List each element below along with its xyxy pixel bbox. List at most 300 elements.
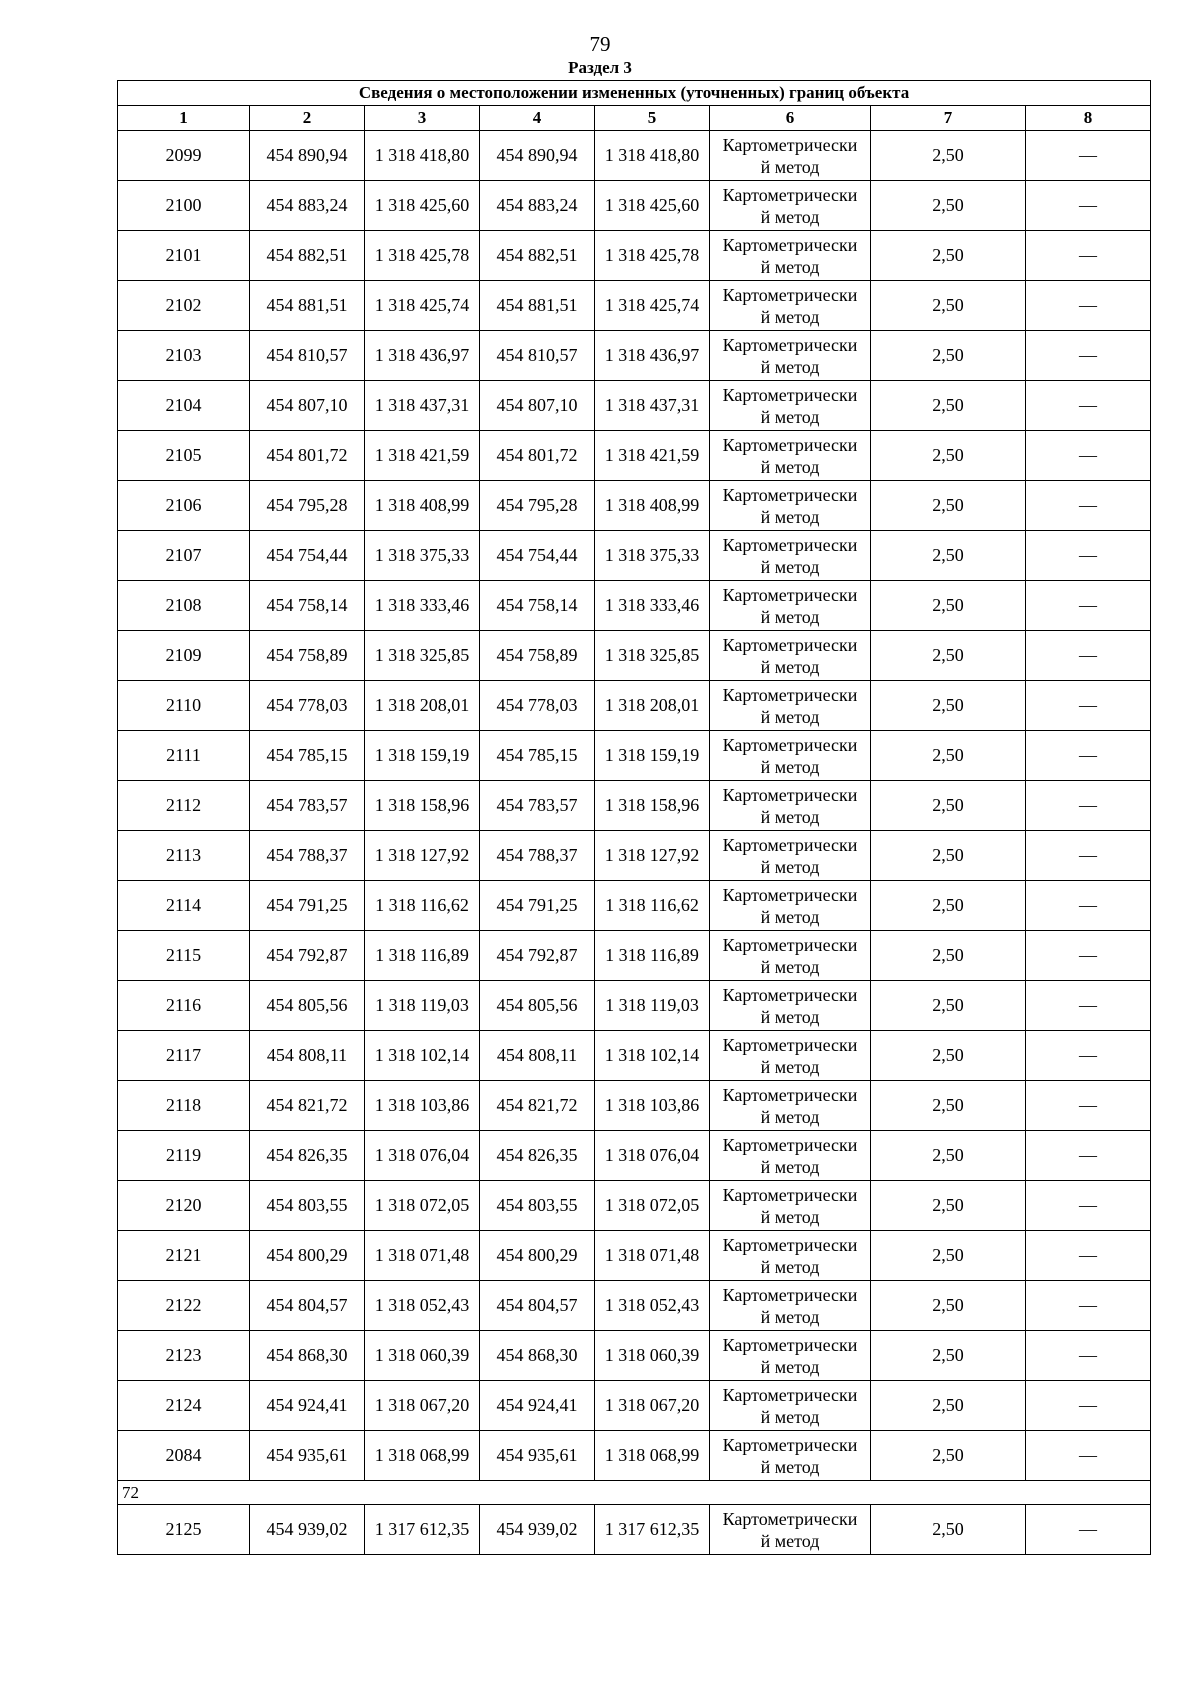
accuracy-cell: 2,50 xyxy=(871,1181,1026,1231)
y-new-cell: 1 318 116,62 xyxy=(595,881,710,931)
method-text: й метод xyxy=(760,1530,820,1551)
method-text: Картометрически xyxy=(722,534,858,555)
y-new-cell: 1 318 067,20 xyxy=(595,1381,710,1431)
x-old-cell: 454 754,44 xyxy=(250,531,365,581)
method-text: й метод xyxy=(760,956,820,977)
y-new-cell: 1 317 612,35 xyxy=(595,1505,710,1555)
method-cell xyxy=(710,981,871,1031)
note-cell: — xyxy=(1026,281,1151,331)
y-old-cell: 1 318 333,46 xyxy=(365,581,480,631)
method-text: й метод xyxy=(760,1206,820,1227)
x-old-cell: 454 810,57 xyxy=(250,331,365,381)
note-cell: — xyxy=(1026,531,1151,581)
method-text: й метод xyxy=(760,1306,820,1327)
method-text: й метод xyxy=(760,806,820,827)
y-old-cell: 1 318 159,19 xyxy=(365,731,480,781)
y-new-cell: 1 318 060,39 xyxy=(595,1331,710,1381)
method-cell xyxy=(710,731,871,781)
point-number-cell: 2109 xyxy=(118,631,250,681)
x-old-cell: 454 803,55 xyxy=(250,1181,365,1231)
y-old-cell: 1 318 418,80 xyxy=(365,131,480,181)
method-text: й метод xyxy=(760,1256,820,1277)
x-new-cell: 454 788,37 xyxy=(480,831,595,881)
method-text: й метод xyxy=(760,756,820,777)
point-number-cell: 2111 xyxy=(118,731,250,781)
point-number-cell: 2099 xyxy=(118,131,250,181)
method-text: Картометрически xyxy=(722,434,858,455)
table-row xyxy=(118,831,1151,881)
accuracy-cell: 2,50 xyxy=(871,231,1026,281)
method-text: й метод xyxy=(760,1006,820,1027)
x-old-cell: 454 939,02 xyxy=(250,1505,365,1555)
method-text: Картометрически xyxy=(722,684,858,705)
method-text: й метод xyxy=(760,606,820,627)
method-cell xyxy=(710,931,871,981)
point-number-cell: 2100 xyxy=(118,181,250,231)
accuracy-cell: 2,50 xyxy=(871,1081,1026,1131)
method-text: й метод xyxy=(760,656,820,677)
note-cell: — xyxy=(1026,631,1151,681)
x-new-cell: 454 826,35 xyxy=(480,1131,595,1181)
accuracy-cell: 2,50 xyxy=(871,1505,1026,1555)
method-text: й метод xyxy=(760,506,820,527)
column-header-2: 2 xyxy=(250,106,365,131)
column-header-3: 3 xyxy=(365,106,480,131)
point-number-cell: 2108 xyxy=(118,581,250,631)
y-old-cell: 1 318 060,39 xyxy=(365,1331,480,1381)
method-cell xyxy=(710,631,871,681)
x-new-cell: 454 808,11 xyxy=(480,1031,595,1081)
method-text: Картометрически xyxy=(722,134,858,155)
method-text: Картометрически xyxy=(722,984,858,1005)
x-old-cell: 454 792,87 xyxy=(250,931,365,981)
boundary-coordinates-table xyxy=(117,80,1151,1555)
y-new-cell: 1 318 437,31 xyxy=(595,381,710,431)
y-new-cell: 1 318 421,59 xyxy=(595,431,710,481)
method-text: Картометрически xyxy=(722,1284,858,1305)
x-new-cell: 454 758,89 xyxy=(480,631,595,681)
y-new-cell: 1 318 102,14 xyxy=(595,1031,710,1081)
x-new-cell: 454 801,72 xyxy=(480,431,595,481)
accuracy-cell: 2,50 xyxy=(871,1231,1026,1281)
method-text: Картометрически xyxy=(722,584,858,605)
y-new-cell: 1 318 076,04 xyxy=(595,1131,710,1181)
method-text: Картометрически xyxy=(722,484,858,505)
method-text: Картометрически xyxy=(722,234,858,255)
point-number-cell: 2107 xyxy=(118,531,250,581)
x-old-cell: 454 881,51 xyxy=(250,281,365,331)
accuracy-cell: 2,50 xyxy=(871,781,1026,831)
point-number-cell: 2114 xyxy=(118,881,250,931)
table-row xyxy=(118,581,1151,631)
column-header-1: 1 xyxy=(118,106,250,131)
point-number-cell: 2125 xyxy=(118,1505,250,1555)
x-new-cell: 454 807,10 xyxy=(480,381,595,431)
y-old-cell: 1 318 076,04 xyxy=(365,1131,480,1181)
x-new-cell: 454 791,25 xyxy=(480,881,595,931)
method-cell xyxy=(710,531,871,581)
table-row xyxy=(118,231,1151,281)
method-cell xyxy=(710,1331,871,1381)
x-new-cell: 454 805,56 xyxy=(480,981,595,1031)
method-text: й метод xyxy=(760,1156,820,1177)
point-number-cell: 2119 xyxy=(118,1131,250,1181)
note-cell: — xyxy=(1026,1505,1151,1555)
x-old-cell: 454 795,28 xyxy=(250,481,365,531)
table-row xyxy=(118,1081,1151,1131)
x-new-cell: 454 783,57 xyxy=(480,781,595,831)
x-old-cell: 454 924,41 xyxy=(250,1381,365,1431)
table-row xyxy=(118,1381,1151,1431)
table-row xyxy=(118,531,1151,581)
method-cell xyxy=(710,481,871,531)
method-text: й метод xyxy=(760,406,820,427)
method-cell xyxy=(710,181,871,231)
y-old-cell: 1 318 102,14 xyxy=(365,1031,480,1081)
point-number-cell: 2110 xyxy=(118,681,250,731)
note-cell: — xyxy=(1026,1031,1151,1081)
table-row xyxy=(118,381,1151,431)
x-old-cell: 454 783,57 xyxy=(250,781,365,831)
x-old-cell: 454 826,35 xyxy=(250,1131,365,1181)
method-text: й метод xyxy=(760,156,820,177)
point-number-cell: 2106 xyxy=(118,481,250,531)
x-new-cell: 454 882,51 xyxy=(480,231,595,281)
x-old-cell: 454 758,14 xyxy=(250,581,365,631)
column-header-8: 8 xyxy=(1026,106,1151,131)
method-text: Картометрически xyxy=(722,334,858,355)
note-cell: — xyxy=(1026,481,1151,531)
note-cell: — xyxy=(1026,931,1151,981)
table-row xyxy=(118,1031,1151,1081)
column-header-6: 6 xyxy=(710,106,871,131)
accuracy-cell: 2,50 xyxy=(871,581,1026,631)
method-cell xyxy=(710,1081,871,1131)
table-row xyxy=(118,681,1151,731)
point-number-cell: 2102 xyxy=(118,281,250,331)
x-new-cell: 454 821,72 xyxy=(480,1081,595,1131)
method-text: Картометрически xyxy=(722,184,858,205)
y-new-cell: 1 318 425,74 xyxy=(595,281,710,331)
method-text: Картометрически xyxy=(722,784,858,805)
x-new-cell: 454 804,57 xyxy=(480,1281,595,1331)
table-row xyxy=(118,431,1151,481)
x-old-cell: 454 883,24 xyxy=(250,181,365,231)
note-cell: — xyxy=(1026,1131,1151,1181)
method-cell xyxy=(710,1031,871,1081)
y-new-cell: 1 318 127,92 xyxy=(595,831,710,881)
x-old-cell: 454 890,94 xyxy=(250,131,365,181)
method-cell xyxy=(710,1505,871,1555)
y-new-cell: 1 318 116,89 xyxy=(595,931,710,981)
method-cell xyxy=(710,1231,871,1281)
method-text: й метод xyxy=(760,456,820,477)
x-old-cell: 454 807,10 xyxy=(250,381,365,431)
method-text: й метод xyxy=(760,1456,820,1477)
note-cell: — xyxy=(1026,431,1151,481)
y-new-cell: 1 318 436,97 xyxy=(595,331,710,381)
method-text: Картометрически xyxy=(722,1034,858,1055)
accuracy-cell: 2,50 xyxy=(871,131,1026,181)
method-cell xyxy=(710,1181,871,1231)
point-number-cell: 2116 xyxy=(118,981,250,1031)
y-old-cell: 1 318 436,97 xyxy=(365,331,480,381)
accuracy-cell: 2,50 xyxy=(871,281,1026,331)
y-old-cell: 1 318 116,89 xyxy=(365,931,480,981)
x-new-cell: 454 754,44 xyxy=(480,531,595,581)
method-cell xyxy=(710,131,871,181)
y-new-cell: 1 318 333,46 xyxy=(595,581,710,631)
y-old-cell: 1 318 127,92 xyxy=(365,831,480,881)
y-new-cell: 1 318 071,48 xyxy=(595,1231,710,1281)
accuracy-cell: 2,50 xyxy=(871,431,1026,481)
group-row xyxy=(118,1481,1151,1505)
method-cell xyxy=(710,431,871,481)
y-new-cell: 1 318 425,60 xyxy=(595,181,710,231)
note-cell: — xyxy=(1026,781,1151,831)
method-text: Картометрически xyxy=(722,1334,858,1355)
x-old-cell: 454 788,37 xyxy=(250,831,365,881)
section-title: Раздел 3 xyxy=(568,58,632,77)
note-cell: — xyxy=(1026,1281,1151,1331)
table-row xyxy=(118,1131,1151,1181)
y-new-cell: 1 318 158,96 xyxy=(595,781,710,831)
accuracy-cell: 2,50 xyxy=(871,1281,1026,1331)
accuracy-cell: 2,50 xyxy=(871,1031,1026,1081)
y-old-cell: 1 318 052,43 xyxy=(365,1281,480,1331)
method-text: й метод xyxy=(760,1106,820,1127)
accuracy-cell: 2,50 xyxy=(871,481,1026,531)
point-number-cell: 2120 xyxy=(118,1181,250,1231)
x-old-cell: 454 805,56 xyxy=(250,981,365,1031)
column-header-4: 4 xyxy=(480,106,595,131)
table-row xyxy=(118,931,1151,981)
method-text: й метод xyxy=(760,706,820,727)
x-new-cell: 454 939,02 xyxy=(480,1505,595,1555)
x-new-cell: 454 778,03 xyxy=(480,681,595,731)
y-old-cell: 1 317 612,35 xyxy=(365,1505,480,1555)
y-old-cell: 1 318 103,86 xyxy=(365,1081,480,1131)
method-cell xyxy=(710,381,871,431)
x-old-cell: 454 882,51 xyxy=(250,231,365,281)
point-number-cell: 2121 xyxy=(118,1231,250,1281)
point-number-cell: 2103 xyxy=(118,331,250,381)
method-text: Картометрически xyxy=(722,1508,858,1529)
accuracy-cell: 2,50 xyxy=(871,1331,1026,1381)
table-row xyxy=(118,181,1151,231)
point-number-cell: 2084 xyxy=(118,1431,250,1481)
method-text: Картометрически xyxy=(722,1134,858,1155)
x-old-cell: 454 801,72 xyxy=(250,431,365,481)
accuracy-cell: 2,50 xyxy=(871,931,1026,981)
method-text: Картометрически xyxy=(722,634,858,655)
accuracy-cell: 2,50 xyxy=(871,1381,1026,1431)
x-new-cell: 454 924,41 xyxy=(480,1381,595,1431)
note-cell: — xyxy=(1026,381,1151,431)
accuracy-cell: 2,50 xyxy=(871,1131,1026,1181)
x-new-cell: 454 868,30 xyxy=(480,1331,595,1381)
x-new-cell: 454 881,51 xyxy=(480,281,595,331)
y-new-cell: 1 318 408,99 xyxy=(595,481,710,531)
note-cell: — xyxy=(1026,881,1151,931)
method-text: Картометрически xyxy=(722,284,858,305)
table-row xyxy=(118,131,1151,181)
method-text: й метод xyxy=(760,556,820,577)
y-old-cell: 1 318 425,60 xyxy=(365,181,480,231)
point-number-cell: 2101 xyxy=(118,231,250,281)
table-row xyxy=(118,331,1151,381)
table-row xyxy=(118,1181,1151,1231)
method-text: й метод xyxy=(760,206,820,227)
note-cell: — xyxy=(1026,581,1151,631)
note-cell: — xyxy=(1026,1331,1151,1381)
table-row xyxy=(118,881,1151,931)
table-row xyxy=(118,281,1151,331)
method-cell xyxy=(710,1431,871,1481)
note-cell: — xyxy=(1026,1431,1151,1481)
accuracy-cell: 2,50 xyxy=(871,331,1026,381)
method-cell xyxy=(710,1131,871,1181)
accuracy-cell: 2,50 xyxy=(871,831,1026,881)
x-old-cell: 454 808,11 xyxy=(250,1031,365,1081)
accuracy-cell: 2,50 xyxy=(871,181,1026,231)
method-text: й метод xyxy=(760,306,820,327)
x-new-cell: 454 758,14 xyxy=(480,581,595,631)
note-cell: — xyxy=(1026,231,1151,281)
note-cell: — xyxy=(1026,1181,1151,1231)
method-text: Картометрически xyxy=(722,1384,858,1405)
x-old-cell: 454 821,72 xyxy=(250,1081,365,1131)
point-number-cell: 2123 xyxy=(118,1331,250,1381)
note-cell: — xyxy=(1026,981,1151,1031)
x-old-cell: 454 778,03 xyxy=(250,681,365,731)
method-cell xyxy=(710,781,871,831)
method-cell xyxy=(710,831,871,881)
method-text: Картометрически xyxy=(722,384,858,405)
accuracy-cell: 2,50 xyxy=(871,731,1026,781)
y-new-cell: 1 318 375,33 xyxy=(595,531,710,581)
x-new-cell: 454 890,94 xyxy=(480,131,595,181)
method-cell xyxy=(710,581,871,631)
method-text: Картометрически xyxy=(722,1084,858,1105)
method-text: й метод xyxy=(760,256,820,277)
method-text: й метод xyxy=(760,856,820,877)
point-number-cell: 2115 xyxy=(118,931,250,981)
x-new-cell: 454 883,24 xyxy=(480,181,595,231)
table-row xyxy=(118,1231,1151,1281)
x-new-cell: 454 792,87 xyxy=(480,931,595,981)
y-new-cell: 1 318 418,80 xyxy=(595,131,710,181)
method-text: Картометрически xyxy=(722,934,858,955)
method-cell xyxy=(710,231,871,281)
table-row xyxy=(118,1331,1151,1381)
note-cell: — xyxy=(1026,681,1151,731)
x-new-cell: 454 795,28 xyxy=(480,481,595,531)
point-number-cell: 2112 xyxy=(118,781,250,831)
y-new-cell: 1 318 208,01 xyxy=(595,681,710,731)
x-new-cell: 454 935,61 xyxy=(480,1431,595,1481)
method-cell xyxy=(710,331,871,381)
method-cell xyxy=(710,1281,871,1331)
x-new-cell: 454 785,15 xyxy=(480,731,595,781)
y-old-cell: 1 318 067,20 xyxy=(365,1381,480,1431)
group-label: 72 xyxy=(118,1481,1151,1505)
accuracy-cell: 2,50 xyxy=(871,531,1026,581)
method-text: й метод xyxy=(760,1406,820,1427)
column-header-5: 5 xyxy=(595,106,710,131)
y-old-cell: 1 318 375,33 xyxy=(365,531,480,581)
x-old-cell: 454 758,89 xyxy=(250,631,365,681)
x-old-cell: 454 935,61 xyxy=(250,1431,365,1481)
note-cell: — xyxy=(1026,1231,1151,1281)
method-text: Картометрически xyxy=(722,1434,858,1455)
table-row xyxy=(118,981,1151,1031)
y-old-cell: 1 318 425,78 xyxy=(365,231,480,281)
method-text: й метод xyxy=(760,1356,820,1377)
method-text: й метод xyxy=(760,356,820,377)
accuracy-cell: 2,50 xyxy=(871,681,1026,731)
y-old-cell: 1 318 421,59 xyxy=(365,431,480,481)
method-text: Картометрически xyxy=(722,1184,858,1205)
accuracy-cell: 2,50 xyxy=(871,981,1026,1031)
x-new-cell: 454 803,55 xyxy=(480,1181,595,1231)
x-old-cell: 454 800,29 xyxy=(250,1231,365,1281)
table-row xyxy=(118,1431,1151,1481)
note-cell: — xyxy=(1026,1381,1151,1431)
point-number-cell: 2104 xyxy=(118,381,250,431)
method-cell xyxy=(710,881,871,931)
method-text: Картометрически xyxy=(722,884,858,905)
y-new-cell: 1 318 425,78 xyxy=(595,231,710,281)
accuracy-cell: 2,50 xyxy=(871,381,1026,431)
x-new-cell: 454 800,29 xyxy=(480,1231,595,1281)
table-caption: Сведения о местоположении измененных (уточненных) границ объекта xyxy=(118,81,1151,106)
note-cell: — xyxy=(1026,181,1151,231)
y-old-cell: 1 318 325,85 xyxy=(365,631,480,681)
y-new-cell: 1 318 103,86 xyxy=(595,1081,710,1131)
column-header-7: 7 xyxy=(871,106,1026,131)
x-old-cell: 454 804,57 xyxy=(250,1281,365,1331)
y-new-cell: 1 318 159,19 xyxy=(595,731,710,781)
note-cell: — xyxy=(1026,831,1151,881)
y-old-cell: 1 318 116,62 xyxy=(365,881,480,931)
table-row xyxy=(118,1505,1151,1555)
note-cell: — xyxy=(1026,331,1151,381)
point-number-cell: 2118 xyxy=(118,1081,250,1131)
accuracy-cell: 2,50 xyxy=(871,881,1026,931)
point-number-cell: 2124 xyxy=(118,1381,250,1431)
y-new-cell: 1 318 119,03 xyxy=(595,981,710,1031)
note-cell: — xyxy=(1026,131,1151,181)
y-old-cell: 1 318 119,03 xyxy=(365,981,480,1031)
y-new-cell: 1 318 068,99 xyxy=(595,1431,710,1481)
method-text: Картометрически xyxy=(722,1234,858,1255)
accuracy-cell: 2,50 xyxy=(871,1431,1026,1481)
note-cell: — xyxy=(1026,731,1151,781)
x-new-cell: 454 810,57 xyxy=(480,331,595,381)
accuracy-cell: 2,50 xyxy=(871,631,1026,681)
y-old-cell: 1 318 425,74 xyxy=(365,281,480,331)
method-text: Картометрически xyxy=(722,734,858,755)
point-number-cell: 2105 xyxy=(118,431,250,481)
y-new-cell: 1 318 052,43 xyxy=(595,1281,710,1331)
method-cell xyxy=(710,681,871,731)
method-text: й метод xyxy=(760,906,820,927)
table-row xyxy=(118,1281,1151,1331)
y-old-cell: 1 318 158,96 xyxy=(365,781,480,831)
point-number-cell: 2122 xyxy=(118,1281,250,1331)
table-row xyxy=(118,781,1151,831)
